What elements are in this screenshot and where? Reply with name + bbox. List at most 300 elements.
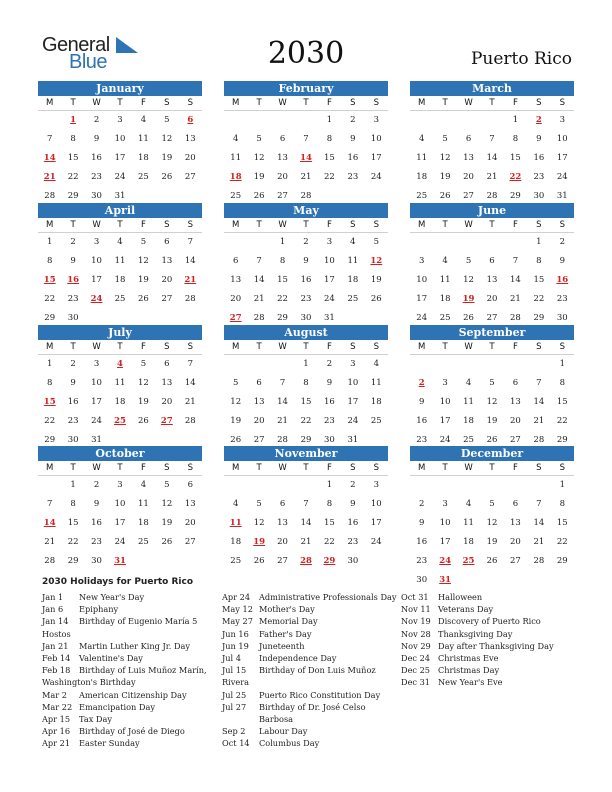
day: 31	[556, 191, 568, 201]
empty-day	[480, 476, 503, 495]
holiday-name: Emancipation Day	[79, 701, 156, 712]
weekday-label: S	[536, 463, 542, 473]
holiday-date: Sep 2	[222, 726, 246, 737]
empty-day	[410, 111, 433, 130]
weekday-label: S	[559, 342, 565, 352]
holiday-day: 21	[43, 172, 56, 182]
day: 21	[533, 416, 545, 426]
holiday-name: Birthday of Don Luis Muñoz	[259, 665, 376, 676]
day: 27	[184, 172, 196, 182]
weekday-label: T	[256, 342, 262, 352]
weekday-label: W	[92, 98, 101, 108]
day: 4	[140, 115, 147, 125]
weekday-label: W	[464, 98, 473, 108]
day: 6	[465, 134, 472, 144]
day: 25	[230, 556, 242, 566]
weekday-label: T	[117, 98, 123, 108]
day: 16	[300, 275, 312, 285]
holiday-name: Mother's Day	[259, 604, 315, 615]
day: 28	[533, 435, 545, 445]
day: 1	[70, 480, 76, 490]
day: 23	[91, 537, 102, 547]
weekday-header	[38, 340, 202, 355]
day: 15	[324, 153, 335, 163]
day: 9	[70, 256, 76, 266]
day: 20	[463, 172, 474, 182]
holiday-day: 15	[43, 397, 56, 407]
day-grid	[224, 233, 388, 328]
weekday-label: S	[559, 98, 565, 108]
day: 21	[300, 537, 312, 547]
holiday-name: Christmas Day	[438, 665, 500, 676]
holiday-column	[222, 591, 398, 750]
day: 21	[184, 397, 196, 407]
day: 30	[556, 313, 568, 323]
day: 4	[442, 256, 448, 266]
day: 13	[277, 153, 288, 163]
holiday-item	[42, 628, 214, 640]
day: 22	[300, 416, 312, 426]
day: 17	[324, 275, 335, 285]
weekday-label: S	[164, 342, 170, 352]
day: 10	[416, 275, 428, 285]
day: 30	[533, 191, 545, 201]
day: 11	[114, 256, 126, 266]
weekday-label: M	[46, 342, 54, 352]
weekday-label: S	[373, 220, 379, 230]
day: 15	[556, 518, 568, 528]
day: 23	[300, 294, 312, 304]
weekday-label: T	[117, 342, 123, 352]
day: 12	[161, 134, 173, 144]
day: 13	[510, 397, 521, 407]
day: 3	[117, 480, 123, 490]
day: 29	[300, 435, 312, 445]
day: 11	[138, 134, 149, 144]
day: 6	[279, 134, 286, 144]
day: 15	[67, 518, 79, 528]
day: 27	[510, 435, 521, 445]
holiday-date: Apr 21	[42, 738, 71, 749]
day: 29	[510, 191, 521, 201]
day: 28	[44, 191, 56, 201]
empty-day	[457, 355, 480, 374]
day: 20	[277, 537, 288, 547]
day: 10	[324, 256, 335, 266]
empty-day	[527, 355, 550, 374]
weekday-label: S	[536, 220, 542, 230]
day: 12	[253, 153, 265, 163]
weekday-label: W	[278, 342, 287, 352]
day: 28	[277, 435, 288, 445]
holiday-day: 16	[67, 275, 80, 285]
empty-day	[504, 355, 527, 374]
holiday-date: Dec 31	[401, 677, 431, 688]
holiday-item	[401, 652, 573, 664]
day: 4	[117, 237, 123, 247]
day: 8	[70, 134, 76, 144]
holiday-item	[42, 664, 214, 676]
day: 17	[556, 153, 568, 163]
day: 23	[67, 294, 79, 304]
day: 28	[533, 556, 545, 566]
day: 19	[253, 172, 265, 182]
day: 20	[161, 275, 173, 285]
day: 17	[439, 537, 451, 547]
month-header: April	[38, 203, 202, 218]
holiday-date: Oct 31	[401, 592, 429, 602]
day: 24	[416, 313, 428, 323]
weekday-label: W	[278, 220, 287, 230]
month-header: October	[38, 446, 202, 461]
day: 7	[187, 359, 193, 369]
month-december	[410, 446, 574, 590]
logo-text-general: General	[42, 34, 110, 56]
month-july	[38, 325, 202, 450]
month-january	[38, 81, 202, 206]
day: 7	[489, 134, 495, 144]
empty-day	[527, 476, 550, 495]
holiday-day: 6	[187, 115, 194, 125]
day: 27	[161, 294, 173, 304]
day: 25	[416, 191, 428, 201]
holiday-item	[401, 676, 573, 688]
day: 15	[277, 275, 288, 285]
weekday-header	[410, 340, 574, 355]
holiday-name: Martin Luther King Jr. Day	[79, 640, 191, 651]
day: 27	[277, 556, 288, 566]
holiday-item	[222, 689, 398, 701]
day: 27	[253, 435, 265, 445]
day: 12	[138, 256, 149, 266]
day: 17	[114, 153, 126, 163]
weekday-label: W	[464, 220, 473, 230]
day: 26	[161, 537, 173, 547]
holiday-date: Dec 25	[401, 665, 431, 676]
day: 27	[486, 313, 498, 323]
day: 19	[230, 416, 242, 426]
day: 8	[326, 499, 333, 509]
day: 20	[161, 397, 173, 407]
day: 24	[370, 172, 382, 182]
day: 30	[324, 435, 335, 445]
holiday-date: Jan 1	[42, 592, 64, 602]
day: 18	[138, 518, 149, 528]
empty-day	[410, 355, 433, 374]
day: 15	[533, 275, 545, 285]
day: 14	[486, 153, 498, 163]
weekday-label: F	[326, 342, 332, 352]
day: 28	[486, 191, 498, 201]
day: 26	[138, 294, 149, 304]
month-header: March	[410, 81, 574, 96]
day: 16	[416, 416, 428, 426]
holiday-date: Jan 21	[42, 640, 69, 651]
day: 23	[67, 416, 79, 426]
day: 14	[533, 518, 545, 528]
day: 10	[347, 378, 359, 388]
day: 17	[91, 275, 102, 285]
weekday-label: T	[489, 342, 495, 352]
holiday-date: Nov 19	[401, 616, 431, 627]
day: 3	[93, 237, 100, 247]
day: 10	[370, 499, 382, 509]
day: 10	[556, 134, 568, 144]
holiday-day: 2	[418, 378, 425, 388]
day: 7	[303, 134, 309, 144]
day: 6	[164, 237, 170, 247]
holiday-item	[222, 676, 398, 688]
weekday-label: S	[164, 220, 170, 230]
day: 20	[230, 294, 242, 304]
day: 5	[489, 499, 495, 509]
holiday-item	[222, 615, 398, 627]
day: 25	[370, 416, 382, 426]
day: 28	[44, 556, 56, 566]
day: 22	[533, 294, 545, 304]
day: 23	[324, 416, 335, 426]
day: 9	[419, 518, 425, 528]
holiday-date: May 12	[222, 604, 253, 615]
holiday-day: 19	[253, 537, 266, 547]
day: 24	[439, 435, 451, 445]
day: 2	[303, 237, 309, 247]
weekday-header	[38, 461, 202, 476]
weekday-label: M	[232, 98, 240, 108]
empty-day	[294, 476, 317, 495]
weekday-label: S	[373, 342, 379, 352]
weekday-header	[38, 96, 202, 111]
day: 18	[230, 537, 242, 547]
day: 11	[439, 275, 451, 285]
holiday-date: Jul 25	[222, 689, 247, 700]
day: 9	[350, 134, 356, 144]
holiday-item	[42, 652, 214, 664]
day: 26	[161, 172, 173, 182]
day: 10	[114, 134, 126, 144]
weekday-label: S	[350, 342, 356, 352]
day: 17	[347, 397, 359, 407]
holiday-name: Veterans Day	[438, 604, 494, 615]
holiday-day: 19	[462, 294, 475, 304]
day: 8	[559, 378, 565, 388]
weekday-label: S	[350, 463, 356, 473]
day: 20	[184, 153, 196, 163]
holiday-name: Memorial Day	[259, 616, 318, 627]
weekday-label: T	[70, 220, 76, 230]
holiday-item	[401, 591, 573, 603]
holiday-name: Christmas Eve	[438, 653, 499, 664]
holiday-item	[401, 603, 573, 615]
holiday-name: Epiphany	[79, 604, 119, 615]
day: 18	[463, 537, 474, 547]
day: 26	[463, 313, 474, 323]
day-grid	[224, 476, 388, 571]
weekday-label: T	[117, 220, 123, 230]
day-grid	[224, 355, 388, 450]
day: 18	[439, 294, 451, 304]
weekday-label: M	[232, 342, 240, 352]
day: 29	[44, 435, 56, 445]
day: 13	[510, 518, 521, 528]
holiday-day: 1	[70, 115, 77, 125]
month-march	[410, 81, 574, 206]
day: 5	[233, 378, 239, 388]
weekday-label: T	[442, 463, 448, 473]
weekday-label: T	[256, 98, 262, 108]
month-november	[224, 446, 388, 571]
holiday-item	[42, 725, 214, 737]
day: 3	[442, 499, 448, 509]
holiday-date: Nov 28	[401, 628, 431, 639]
day: 8	[303, 378, 309, 388]
weekday-header	[38, 218, 202, 233]
day: 3	[559, 115, 565, 125]
day: 29	[67, 556, 79, 566]
day: 19	[370, 275, 382, 285]
holiday-date: Mar 22	[42, 701, 73, 712]
weekday-label: W	[278, 98, 287, 108]
empty-day	[271, 476, 294, 495]
day: 5	[164, 480, 170, 490]
day: 10	[91, 378, 102, 388]
day: 24	[324, 294, 335, 304]
empty-day	[433, 476, 456, 495]
day: 4	[140, 480, 147, 490]
weekday-header	[224, 340, 388, 355]
empty-day	[224, 233, 247, 252]
day: 5	[164, 115, 170, 125]
empty-day	[504, 476, 527, 495]
day: 15	[300, 397, 312, 407]
weekday-label: W	[278, 463, 287, 473]
day: 23	[91, 172, 102, 182]
holiday-date: Jul 15	[222, 665, 247, 676]
month-header: June	[410, 203, 574, 218]
day: 23	[416, 435, 428, 445]
empty-day	[480, 355, 503, 374]
day: 2	[350, 480, 356, 490]
day: 15	[67, 153, 79, 163]
day: 23	[416, 556, 428, 566]
day: 7	[47, 499, 53, 509]
day: 19	[486, 416, 498, 426]
holiday-name: Juneteenth	[259, 640, 305, 651]
day: 7	[536, 499, 542, 509]
day: 16	[67, 397, 79, 407]
day: 18	[370, 397, 382, 407]
day: 2	[70, 237, 76, 247]
weekday-label: T	[70, 98, 76, 108]
holiday-item	[222, 652, 398, 664]
day: 1	[559, 359, 565, 369]
weekday-label: M	[46, 463, 54, 473]
day: 21	[300, 172, 312, 182]
day: 1	[536, 237, 542, 247]
day: 13	[184, 499, 196, 509]
weekday-header	[224, 461, 388, 476]
holiday-date: Jun 19	[222, 640, 249, 651]
day: 26	[439, 191, 451, 201]
empty-day	[480, 111, 503, 130]
day: 3	[442, 378, 448, 388]
weekday-label: T	[303, 463, 309, 473]
logo	[42, 34, 142, 72]
day: 8	[279, 256, 286, 266]
day: 8	[47, 378, 53, 388]
holiday-name: Administrative Professionals Day	[259, 592, 397, 602]
empty-day	[294, 111, 317, 130]
day: 6	[233, 256, 239, 266]
day: 12	[463, 275, 474, 285]
day: 26	[253, 191, 265, 201]
day: 12	[486, 397, 498, 407]
weekday-label: T	[303, 220, 309, 230]
day-grid	[410, 476, 574, 590]
weekday-label: T	[303, 342, 309, 352]
day: 25	[138, 537, 149, 547]
weekday-label: M	[418, 342, 426, 352]
month-header: May	[224, 203, 388, 218]
empty-day	[38, 111, 61, 130]
weekday-label: T	[256, 463, 262, 473]
day-grid	[38, 233, 202, 328]
day: 4	[350, 237, 356, 247]
day: 5	[256, 134, 262, 144]
day: 21	[44, 537, 56, 547]
day: 17	[114, 518, 126, 528]
day: 29	[67, 191, 79, 201]
empty-day	[433, 233, 456, 252]
day: 12	[138, 378, 149, 388]
holiday-item	[42, 603, 214, 615]
day: 16	[533, 153, 545, 163]
day: 3	[373, 480, 379, 490]
holiday-item	[42, 737, 214, 749]
weekday-label: S	[373, 98, 379, 108]
weekday-label: S	[559, 220, 565, 230]
weekday-label: S	[536, 98, 542, 108]
month-february	[224, 81, 388, 206]
empty-day	[433, 355, 456, 374]
weekday-label: F	[326, 220, 332, 230]
day: 25	[138, 172, 149, 182]
weekday-label: T	[256, 220, 262, 230]
day: 4	[465, 378, 472, 388]
day: 24	[114, 537, 126, 547]
weekday-label: T	[70, 463, 76, 473]
weekday-header	[410, 461, 574, 476]
day: 18	[347, 275, 359, 285]
day: 18	[114, 397, 126, 407]
day: 6	[489, 256, 495, 266]
empty-day	[433, 111, 456, 130]
day: 9	[70, 378, 76, 388]
holiday-item	[42, 591, 214, 603]
day: 20	[253, 416, 265, 426]
day: 30	[67, 313, 79, 323]
day: 19	[161, 153, 173, 163]
day: 23	[533, 172, 545, 182]
holiday-day: 24	[439, 556, 452, 566]
month-august	[224, 325, 388, 450]
holiday-day: 12	[370, 256, 383, 266]
day: 30	[67, 435, 79, 445]
month-october	[38, 446, 202, 571]
holiday-day: 25	[114, 416, 126, 426]
holiday-day: 29	[323, 556, 336, 566]
day: 1	[512, 115, 519, 125]
